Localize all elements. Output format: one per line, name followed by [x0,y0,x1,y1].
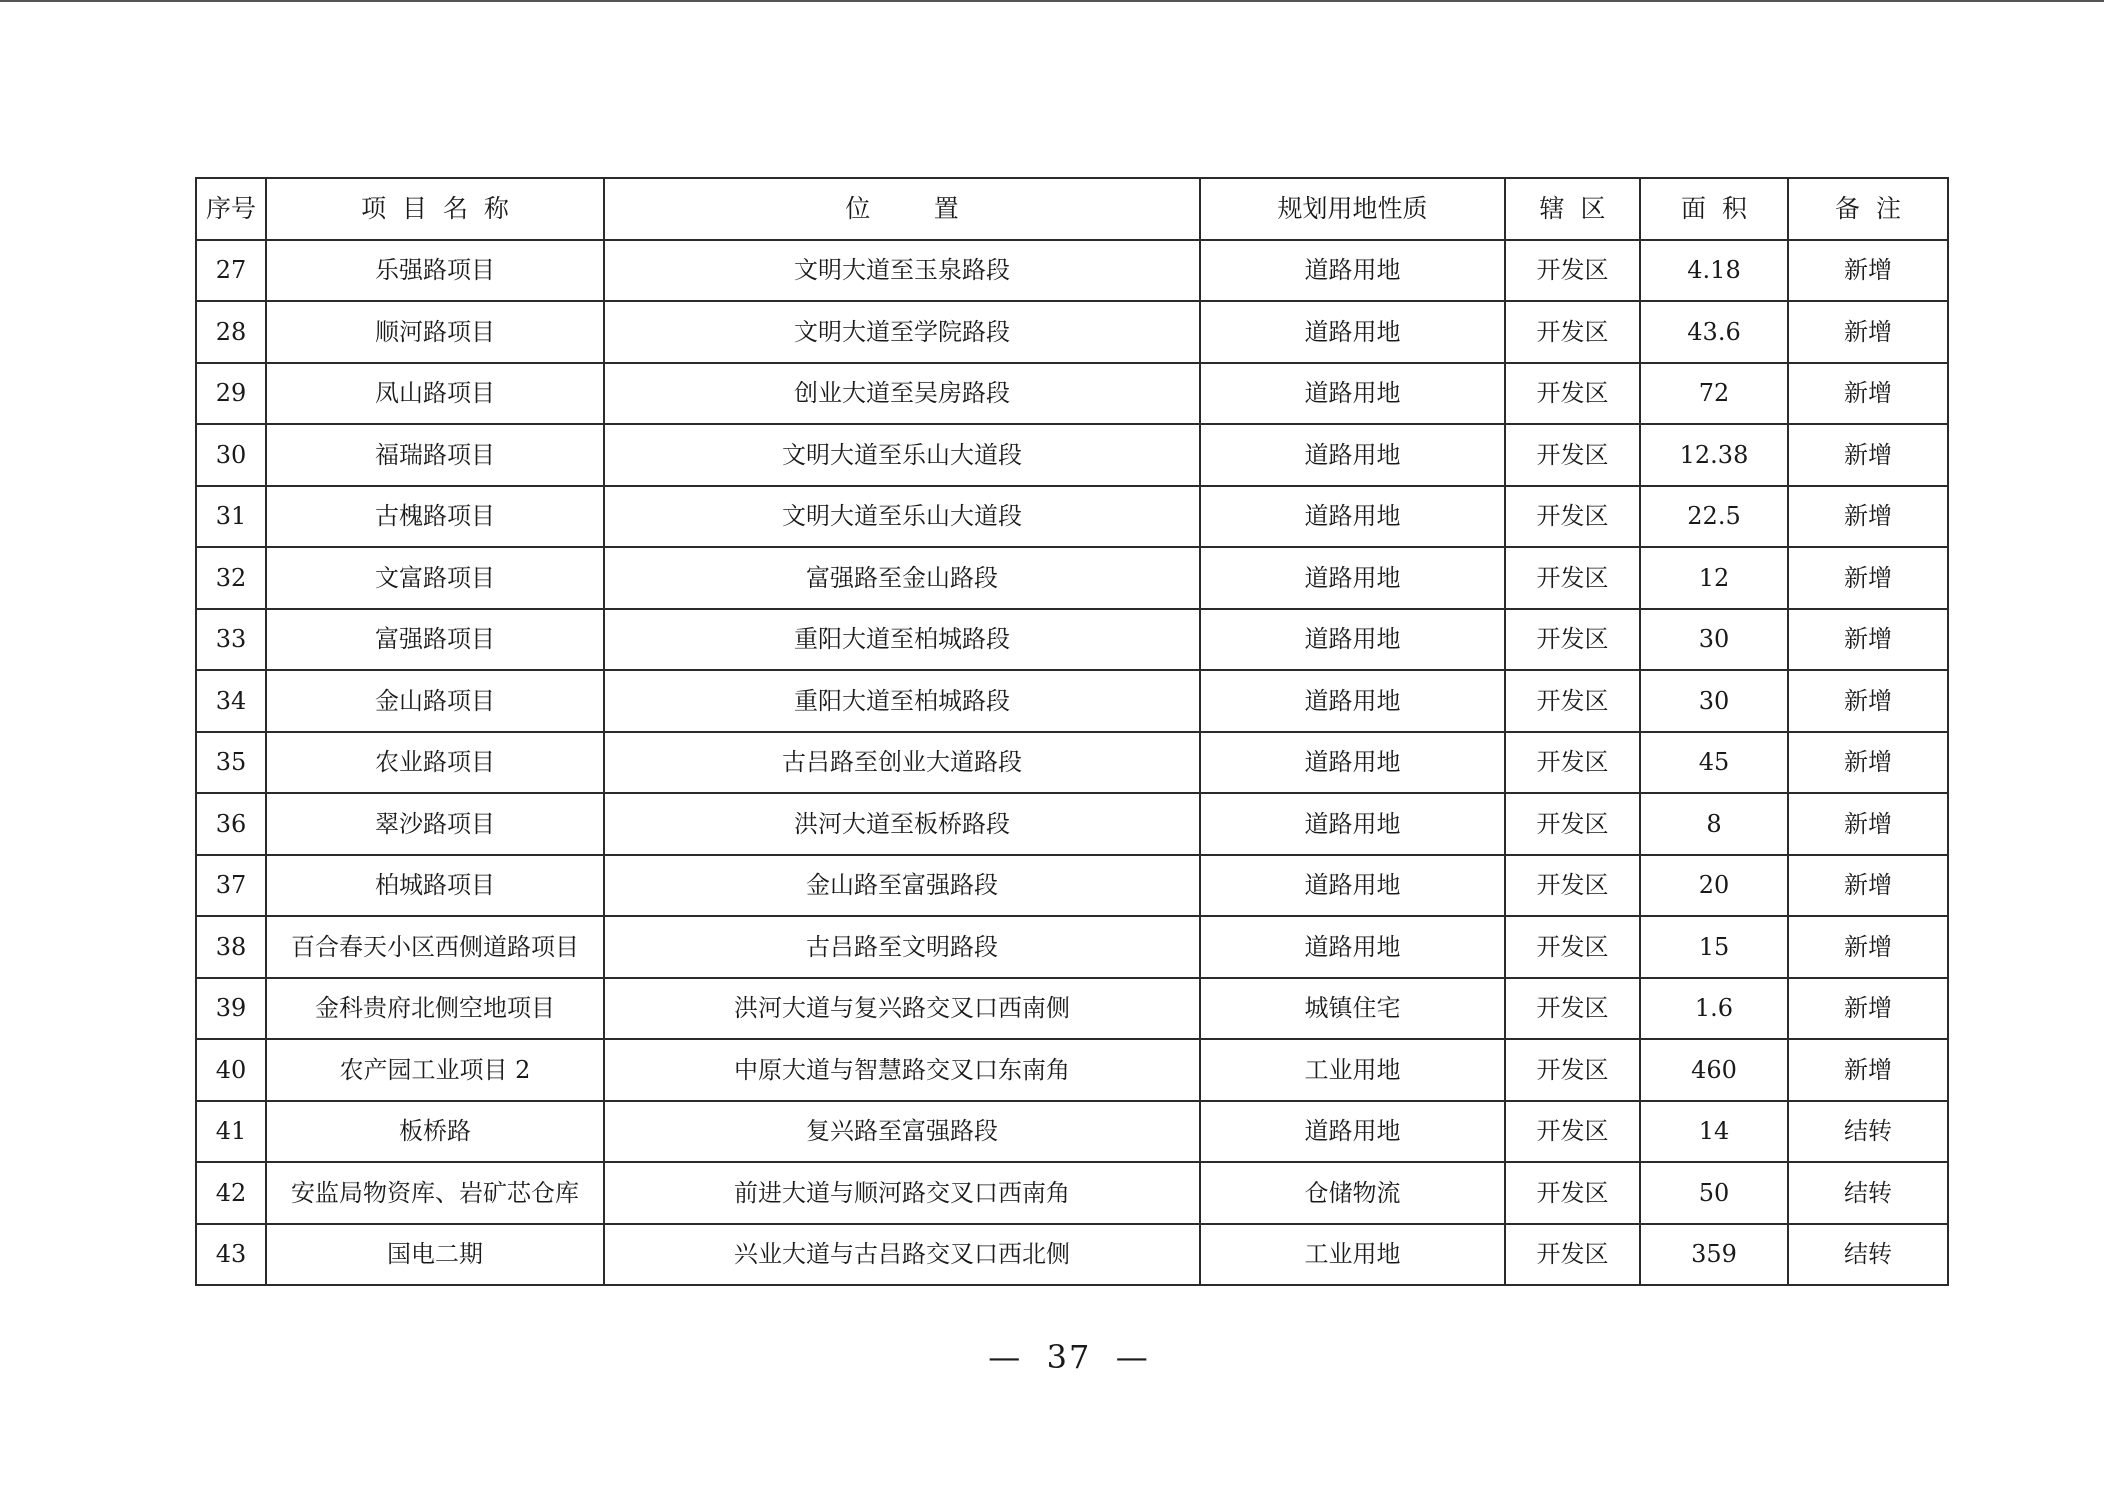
cell-district: 开发区 [1505,486,1640,548]
cell-district: 开发区 [1505,1162,1640,1224]
cell-area: 12 [1640,547,1788,609]
cell-area: 50 [1640,1162,1788,1224]
land-use-table [195,177,1949,1286]
cell-project-name: 柏城路项目 [266,855,604,917]
cell-location: 富强路至金山路段 [604,547,1200,609]
cell-location: 文明大道至学院路段 [604,301,1200,363]
cell-location: 中原大道与智慧路交叉口东南角 [604,1039,1200,1101]
cell-remark: 新增 [1788,301,1948,363]
cell-land-use: 道路用地 [1200,916,1505,978]
cell-remark: 新增 [1788,855,1948,917]
cell-seq: 36 [196,793,266,855]
cell-area: 45 [1640,732,1788,794]
cell-land-use: 工业用地 [1200,1039,1505,1101]
cell-land-use: 道路用地 [1200,486,1505,548]
cell-district: 开发区 [1505,978,1640,1040]
cell-land-use: 城镇住宅 [1200,978,1505,1040]
table-row [196,301,1948,363]
cell-remark: 结转 [1788,1101,1948,1163]
cell-project-name: 农产园工业项目 2 [266,1039,604,1101]
cell-remark: 结转 [1788,1224,1948,1286]
header-remark: 备 注 [1788,178,1948,240]
table-row [196,363,1948,425]
cell-district: 开发区 [1505,609,1640,671]
page-number: — 37 — [988,1338,1150,1376]
cell-seq: 32 [196,547,266,609]
cell-area: 72 [1640,363,1788,425]
cell-district: 开发区 [1505,793,1640,855]
cell-seq: 37 [196,855,266,917]
cell-project-name: 乐强路项目 [266,240,604,302]
table-row [196,1101,1948,1163]
table-header-row [196,178,1948,240]
cell-land-use: 道路用地 [1200,793,1505,855]
cell-project-name: 板桥路 [266,1101,604,1163]
table-row [196,855,1948,917]
cell-district: 开发区 [1505,916,1640,978]
table-row [196,1039,1948,1101]
cell-land-use: 道路用地 [1200,855,1505,917]
cell-remark: 新增 [1788,486,1948,548]
cell-seq: 40 [196,1039,266,1101]
cell-seq: 34 [196,670,266,732]
cell-district: 开发区 [1505,732,1640,794]
cell-seq: 27 [196,240,266,302]
cell-district: 开发区 [1505,1224,1640,1286]
cell-location: 重阳大道至柏城路段 [604,670,1200,732]
cell-land-use: 道路用地 [1200,609,1505,671]
table-row [196,670,1948,732]
cell-location: 创业大道至吴房路段 [604,363,1200,425]
table-row [196,609,1948,671]
table-row [196,1162,1948,1224]
cell-land-use: 道路用地 [1200,301,1505,363]
cell-project-name: 富强路项目 [266,609,604,671]
cell-seq: 28 [196,301,266,363]
cell-project-name: 翠沙路项目 [266,793,604,855]
cell-project-name: 金科贵府北侧空地项目 [266,978,604,1040]
cell-location: 金山路至富强路段 [604,855,1200,917]
table-row [196,916,1948,978]
cell-location: 文明大道至乐山大道段 [604,486,1200,548]
cell-area: 14 [1640,1101,1788,1163]
cell-district: 开发区 [1505,240,1640,302]
cell-area: 12.38 [1640,424,1788,486]
cell-project-name: 金山路项目 [266,670,604,732]
header-district: 辖 区 [1505,178,1640,240]
header-seq: 序号 [196,178,266,240]
cell-seq: 38 [196,916,266,978]
cell-land-use: 道路用地 [1200,1101,1505,1163]
table-row [196,793,1948,855]
cell-remark: 结转 [1788,1162,1948,1224]
table-row [196,978,1948,1040]
cell-area: 20 [1640,855,1788,917]
table-row [196,486,1948,548]
cell-seq: 42 [196,1162,266,1224]
cell-district: 开发区 [1505,670,1640,732]
cell-land-use: 仓储物流 [1200,1162,1505,1224]
cell-remark: 新增 [1788,978,1948,1040]
cell-seq: 39 [196,978,266,1040]
cell-seq: 29 [196,363,266,425]
cell-location: 兴业大道与古吕路交叉口西北侧 [604,1224,1200,1286]
table-body [196,240,1948,1286]
cell-location: 文明大道至乐山大道段 [604,424,1200,486]
cell-remark: 新增 [1788,732,1948,794]
cell-seq: 35 [196,732,266,794]
cell-remark: 新增 [1788,793,1948,855]
cell-land-use: 道路用地 [1200,240,1505,302]
header-land-use: 规划用地性质 [1200,178,1505,240]
cell-project-name: 福瑞路项目 [266,424,604,486]
cell-location: 文明大道至玉泉路段 [604,240,1200,302]
page-top-border [0,0,2104,2]
cell-location: 复兴路至富强路段 [604,1101,1200,1163]
cell-land-use: 道路用地 [1200,424,1505,486]
cell-project-name: 顺河路项目 [266,301,604,363]
table-row [196,1224,1948,1286]
table-row [196,547,1948,609]
cell-remark: 新增 [1788,1039,1948,1101]
header-area: 面 积 [1640,178,1788,240]
cell-location: 重阳大道至柏城路段 [604,609,1200,671]
cell-remark: 新增 [1788,916,1948,978]
header-location: 位 置 [604,178,1200,240]
cell-seq: 31 [196,486,266,548]
cell-location: 洪河大道至板桥路段 [604,793,1200,855]
cell-location: 前进大道与顺河路交叉口西南角 [604,1162,1200,1224]
cell-area: 22.5 [1640,486,1788,548]
cell-area: 30 [1640,670,1788,732]
cell-project-name: 国电二期 [266,1224,604,1286]
table-row [196,240,1948,302]
cell-location: 古吕路至创业大道路段 [604,732,1200,794]
cell-area: 359 [1640,1224,1788,1286]
cell-land-use: 道路用地 [1200,547,1505,609]
table-row [196,732,1948,794]
cell-project-name: 安监局物资库、岩矿芯仓库 [266,1162,604,1224]
cell-location: 洪河大道与复兴路交叉口西南侧 [604,978,1200,1040]
cell-district: 开发区 [1505,424,1640,486]
cell-seq: 33 [196,609,266,671]
cell-area: 8 [1640,793,1788,855]
cell-remark: 新增 [1788,363,1948,425]
cell-area: 460 [1640,1039,1788,1101]
cell-project-name: 百合春天小区西侧道路项目 [266,916,604,978]
header-name: 项 目 名 称 [266,178,604,240]
cell-land-use: 道路用地 [1200,732,1505,794]
cell-district: 开发区 [1505,363,1640,425]
cell-seq: 30 [196,424,266,486]
cell-land-use: 道路用地 [1200,670,1505,732]
cell-area: 30 [1640,609,1788,671]
cell-land-use: 道路用地 [1200,363,1505,425]
cell-area: 1.6 [1640,978,1788,1040]
cell-project-name: 凤山路项目 [266,363,604,425]
cell-district: 开发区 [1505,855,1640,917]
cell-project-name: 文富路项目 [266,547,604,609]
cell-district: 开发区 [1505,547,1640,609]
cell-remark: 新增 [1788,547,1948,609]
cell-land-use: 工业用地 [1200,1224,1505,1286]
cell-area: 15 [1640,916,1788,978]
cell-project-name: 古槐路项目 [266,486,604,548]
cell-remark: 新增 [1788,424,1948,486]
cell-location: 古吕路至文明路段 [604,916,1200,978]
cell-seq: 41 [196,1101,266,1163]
cell-district: 开发区 [1505,1039,1640,1101]
table-row [196,424,1948,486]
cell-project-name: 农业路项目 [266,732,604,794]
cell-district: 开发区 [1505,1101,1640,1163]
cell-area: 4.18 [1640,240,1788,302]
cell-area: 43.6 [1640,301,1788,363]
cell-remark: 新增 [1788,609,1948,671]
cell-remark: 新增 [1788,240,1948,302]
cell-remark: 新增 [1788,670,1948,732]
cell-district: 开发区 [1505,301,1640,363]
cell-seq: 43 [196,1224,266,1286]
